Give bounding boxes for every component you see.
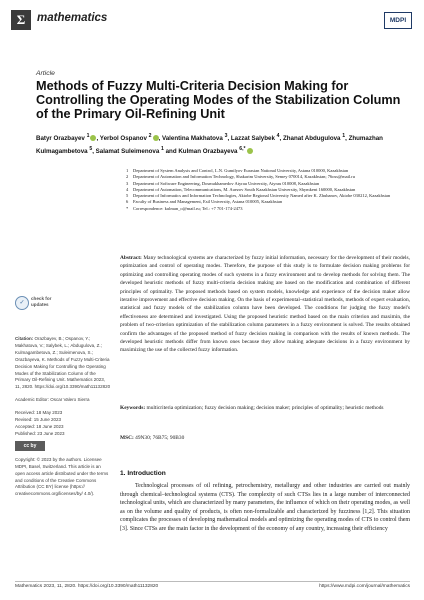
article-info-sidebar (15, 336, 111, 498)
author-sup: 1 (342, 133, 346, 139)
article-title: Methods of Fuzzy Multi-Criteria Decision Making for Controlling the Operating Modes of the Stabilization Column of the Primary Oil-Refining Unit (36, 79, 401, 121)
affiliation-number: 3 (126, 180, 129, 186)
author-sup: 3 (224, 133, 228, 139)
msc-codes (120, 434, 410, 442)
footer-citation[interactable]: Mathematics 2023, 11, 2820. https://doi.org/10.3390/math11132820 (15, 584, 159, 589)
affiliation-text: Faculty of Business and Management, Esil University, Astana 010005, Kazakhstan (133, 199, 283, 205)
published-date: Published: 23 June 2023 (15, 430, 65, 436)
affiliations (126, 168, 411, 212)
orcid-icon[interactable] (247, 148, 253, 154)
affiliation-text: Department of Informatics and Information Technologies, Aktobe Regional University Named after K. Zhubanov, Aktobe 030212, Kazakhstan (133, 193, 391, 199)
author-sup: 2 (148, 133, 152, 139)
citation-label: Citation: (15, 336, 34, 341)
author-sup: 6,* (239, 146, 246, 153)
affiliation-text[interactable]: Correspondence: kulman_o@mail.ru; Tel.: +7 701-174-2473 (133, 205, 243, 211)
affiliation-number: 4 (126, 186, 129, 192)
author-name[interactable]: Zhanat Abdugulova (282, 135, 341, 143)
footer-divider (15, 581, 410, 582)
affiliation-number: 6 (126, 199, 129, 205)
affiliation-number: * (126, 205, 129, 211)
author-name[interactable]: Salamat Suleimenova (95, 148, 160, 156)
affiliation-text: Department of System Analysis and Control, L.N. Gumilyov Eurasian National University, Astana 010000, Kazakhstan (133, 168, 349, 173)
keywords-label: Keywords: (120, 405, 146, 411)
abstract-text: Many technological systems are characterized by fuzzy initial information, necessary for the development of their models, optimization and control of operating modes. Therefore, the purpose of this study is to formulate decision making problems for optimizing and controlling operating modes of such systems in a fuzzy environment and to develop methods for solving them. The developed heuristic methods of fuzzy multi-criteria decision making are based on the modification and combination of different principles of optimality. The proposed methods based on system models, knowledge and experience of the decision maker allow iterative improvement and effective decision making. On the basis of experimental–statistical methods, methods of expert evaluation, statistical and fuzzy models of the stabilization column have been developed. The conditions for judging the fuzzy model's effectiveness are determined and investigated. Using the proposed heuristic method based on the main criterion and maximin, the problem of two-criterion optimization of the stabilization column parameters in a fuzzy environment is solved. The results obtained confirm the advantages of the proposed method of fuzzy decision making in comparison with the results of known methods. The developed heuristic methods differ from known ones because they allow making adequate decisions in a fuzzy environment by maximizing the use of the collected fuzzy information. (120, 255, 410, 354)
author-name[interactable]: Valentina Makhatova (161, 135, 223, 143)
author-name[interactable]: Yerbol Ospanov (99, 135, 147, 143)
keywords-text: multicriteria optimization; fuzzy decision making; decision maker; principles of optimality; heuristic methods (146, 405, 384, 411)
check-updates-icon: ✓ (15, 296, 29, 310)
affiliation-item (126, 206, 411, 212)
mdpi-logo[interactable]: MDPI (384, 12, 412, 29)
abstract (120, 254, 410, 355)
abstract-label: Abstract: (120, 255, 142, 261)
cc-by-license-icon[interactable]: cc by (15, 441, 45, 451)
journal-logo-icon: Σ (11, 10, 31, 30)
affiliation-text: Department of Automation, Telecommunications, M. Auezov South Kazakhstan University, Shymkent 160000, Kazakhstan (133, 186, 356, 192)
affiliation-text: Department of Software Engineering, Dosmukhamedov Atyrau University, Atyrau 010008, Kazakhstan (133, 180, 320, 186)
author-sup: 1 (86, 133, 90, 139)
copyright-notice: Copyright: © 2023 by the authors. Licensee MDPI, Basel, Switzerland. This article is an open access article distributed under the terms and conditions of the Creative Commons Attribution (CC BY) license (https:// creativecommons.org/licenses/by/ 4.0/). (15, 456, 109, 497)
author-sup: 4 (276, 133, 280, 139)
msc-text: 49N30; 76B75; 90B30 (135, 435, 185, 441)
author-name[interactable]: Zhumazhan Kulmagambetova (36, 135, 383, 156)
author-sup: 5 (89, 146, 93, 153)
affiliation-number: 5 (126, 193, 129, 199)
affiliation-number: 2 (126, 174, 129, 180)
author-name[interactable]: Batyr Orazbayev (36, 135, 85, 143)
orcid-icon[interactable] (90, 135, 96, 141)
author-list: Batyr Orazbayev $^1$ , Yerbol Ospanov $^2$ , Valentina Makhatova $^3$, Lazzat Salybek $^4$, Zhanat Abdugulova $^1$, Zhumazhan Kulmagambetova $^5$, Salamat Suleimenova $^1$ and Kulman Orazbayeva $^{6,*}$ (36, 133, 383, 156)
keywords (120, 404, 410, 412)
received-date: Received: 18 May 2023 (15, 410, 63, 416)
academic-editor: Academic Editor: Oscar Valero Sierra (15, 397, 90, 403)
revised-date: Revised: 15 June 2023 (15, 417, 62, 423)
orcid-icon[interactable] (153, 135, 159, 141)
citation-text[interactable]: Orazbayev, B.; Ospanov, Y.; Makhatova, V.; Salybek, L.; Abdugulova, Z.; Kulmagambetova, Z.; Suleimenova, S.; Orazbayeva, K. Methods of Fuzzy Multi-Criteria Decision Making for Controlling the Operating Modes of the Stabilization Column of the Primary Oil-Refining Unit. Mathematics 2023, 11, 2820. https://doi.org/10.3390/math11132820 (15, 336, 111, 390)
footer-journal-link[interactable]: https://www.mdpi.com/journal/mathematics (319, 584, 410, 589)
check-for-updates-button[interactable] (15, 296, 63, 310)
author-sup: 1 (161, 146, 164, 153)
author-name[interactable]: Kulman Orazbayeva (178, 148, 238, 156)
msc-label: MSC: (120, 435, 134, 441)
section-heading-introduction: 1. Introduction (120, 470, 166, 477)
article-type: Article (36, 70, 55, 77)
affiliation-text: Department of Automation and Information Technology, Shakarim University, Semey 070014, Kazakhstan; 76oss@mail.ru (133, 174, 355, 180)
citation (15, 336, 111, 391)
accepted-date: Accepted: 18 June 2023 (15, 423, 64, 429)
introduction-text: Technological processes of oil refining, petrochemistry, metallurgy and other industries are carried out mainly through chemical–technological systems (CTS). The complexity of such CTSs lies in a large number of interconnected technological units, which are characterized by many parameters, the influence of which on their operating modes, as well as on the volume and quality of products, is often non-formalizable and characterized by fuzziness [1,2]. This situation complicates the processes of developing mathematical models and optimizing the operating modes of CTS to control them [3]. Since CTSs are the main factor in the development of the economy of any country, increasing their efficiency (120, 483, 410, 532)
author-name[interactable]: Lazzat Salybek (230, 135, 275, 143)
check-updates-label: check for updates (31, 296, 52, 307)
affiliation-number: 1 (126, 168, 129, 173)
journal-name[interactable]: mathematics (37, 12, 108, 24)
